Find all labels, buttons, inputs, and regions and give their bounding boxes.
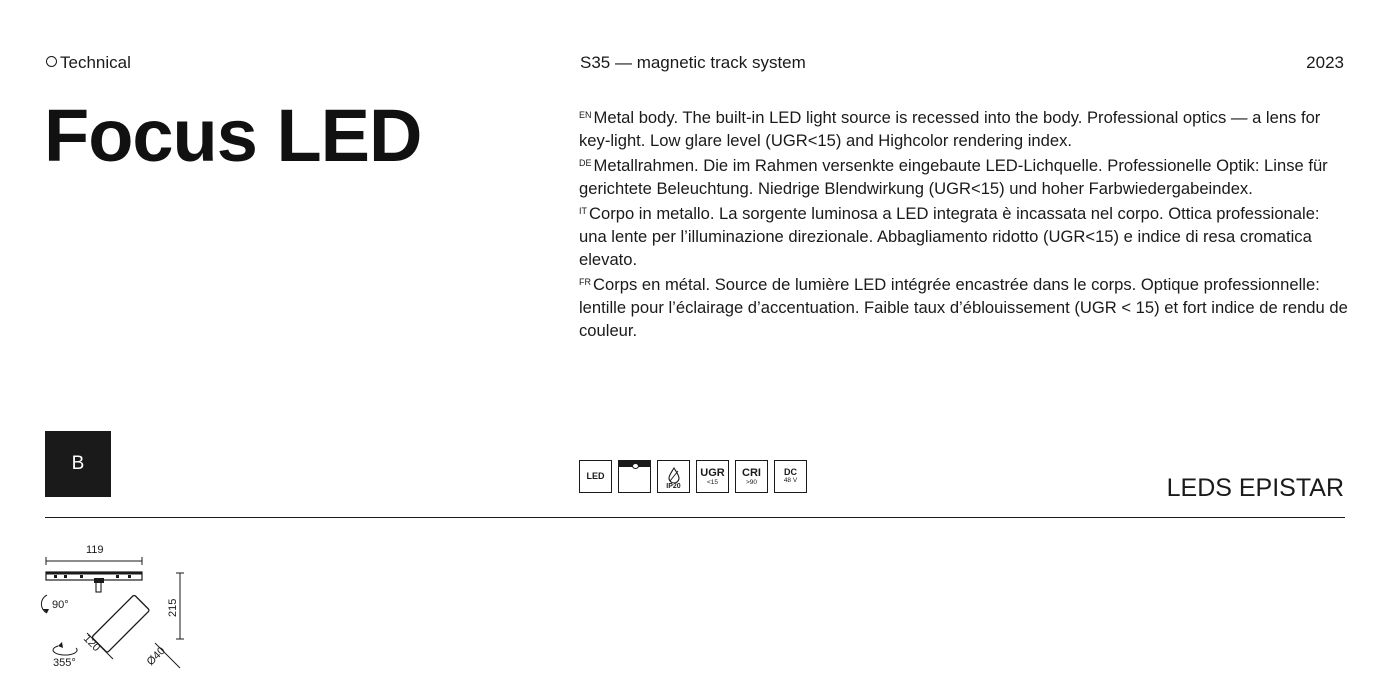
tilt-label: 90° [52,599,69,611]
track-mount-icon [618,460,651,493]
ip20-icon: IP20 [657,460,690,493]
led-icon: LED [579,460,612,493]
circle-icon [46,56,57,67]
system-label: S35 — magnetic track system [580,53,806,72]
description-de: $^{DE}$ Metallrahmen. Die im Rahmen versenkte eingebaute LED-Lichquelle. Professionelle Optik: Linse für gerichtete Beleuchtung. Niedrige Blendwirkung (UGR<15) und hoher Farbwiedergabeindex. [579,156,1328,198]
year-label: 2023 [1306,53,1344,72]
section-text: Technical [60,53,131,72]
diameter-label: Ø40 [144,644,168,669]
ugr-icon: UGR <15 [696,460,729,493]
product-title: Focus LED [44,94,422,177]
description-fr: $^{FR}$ Corps en métal. Source de lumière LED intégrée encastrée dans le corps. Optique professionnelle: lentille pour l’éclairage d’accentuation. Faible taux d’éblouissement (UGR < 15) et fort indice de rendu de couleur. [579,275,1348,340]
series-badge: B [45,431,111,497]
cri-icon: CRI >90 [735,460,768,493]
dc-icon: DC 48 V [774,460,807,493]
rotation-label: 355° [53,657,76,669]
description-it: $^{IT}$ Corpo in metallo. La sorgente luminosa a LED integrata è incassata nel corpo. Ottica professionale: una lente per l’illuminazione direzionale. Abbagliamento ridotto (UGR<15) e indice di resa cromatica elevato. [579,204,1320,269]
description [579,104,1349,342]
divider [45,517,1345,518]
drop-icon [667,467,681,483]
height-dim-label: 215 [167,598,179,617]
width-dim-label: 119 [86,544,104,556]
spec-icons [579,460,807,493]
length-dim-label: 120 [80,632,103,655]
leds-brand: LEDS EPISTAR [1166,474,1344,502]
section-label [46,53,131,73]
dimension-drawing [30,535,200,685]
description-en: $^{EN}$ Metal body. The built-in LED light source is recessed into the body. Professional optics — a lens for key-light. Low glare level (UGR<15) and Highcolor rendering index. [579,108,1321,150]
